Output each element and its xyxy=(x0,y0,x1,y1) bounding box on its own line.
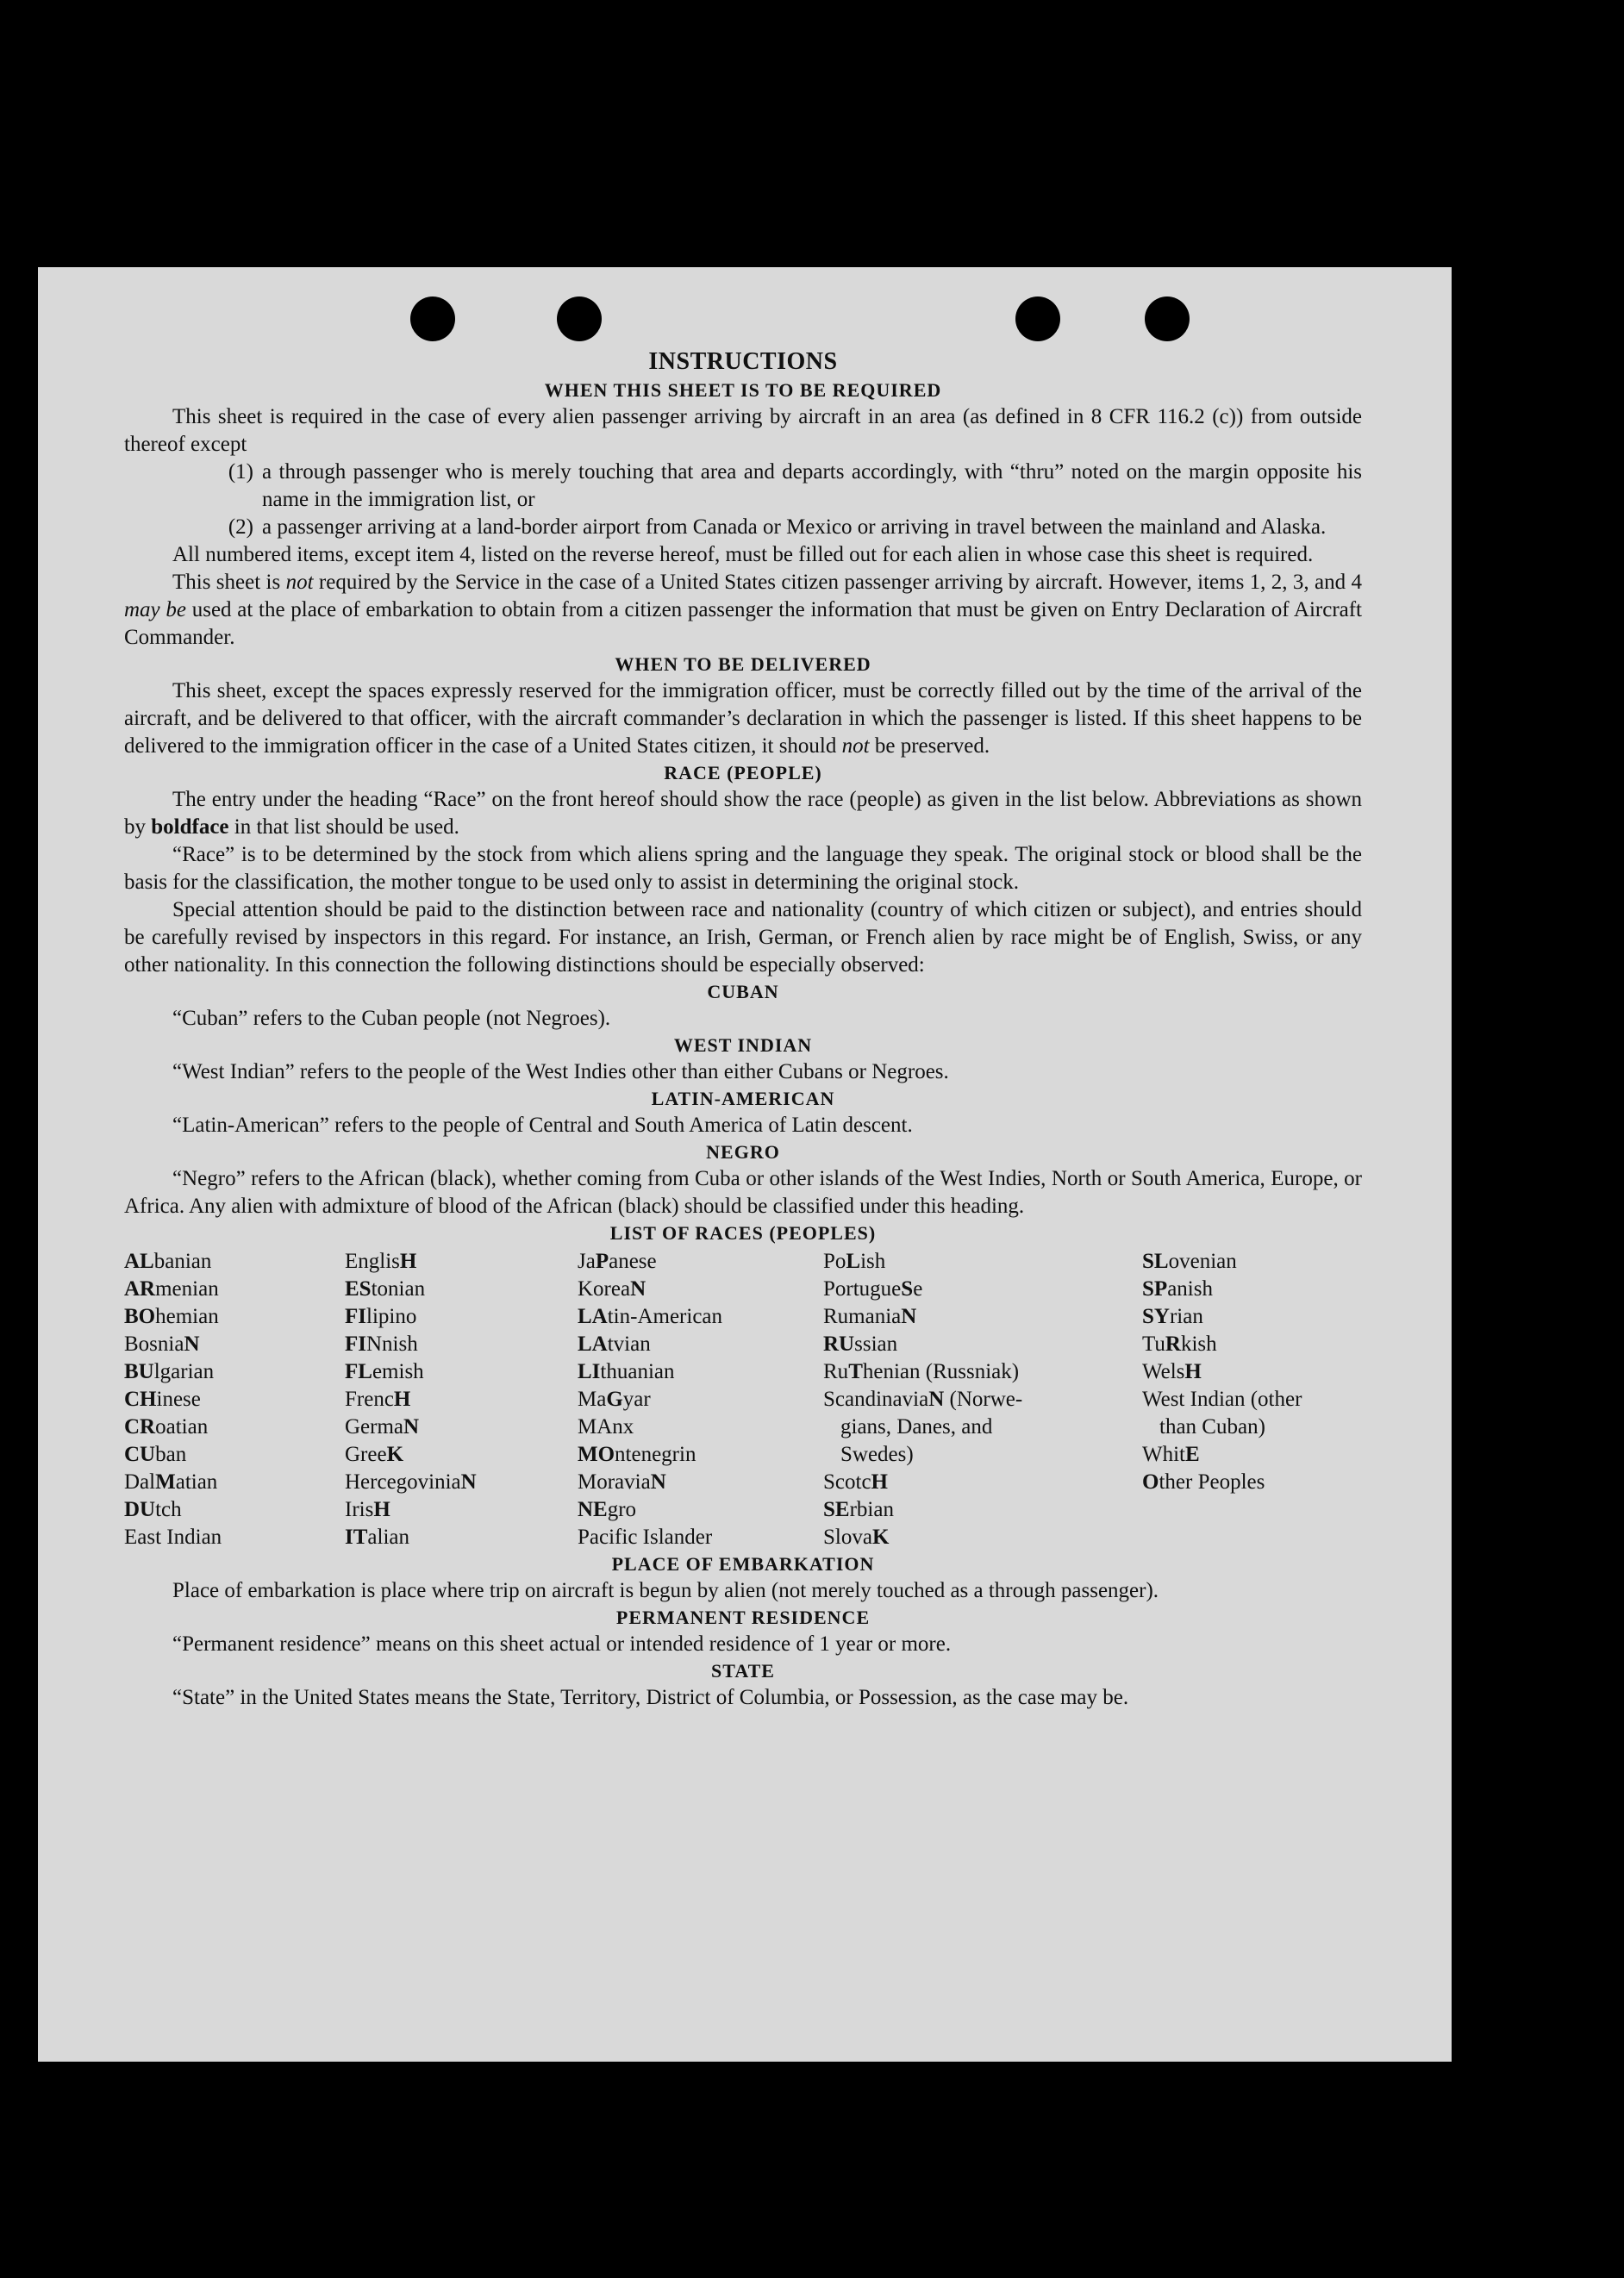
race-entry: WelsH xyxy=(1142,1360,1202,1383)
race-column xyxy=(823,1248,1142,1551)
race-entry: FINnish xyxy=(345,1332,418,1356)
race-entry: KoreaN xyxy=(578,1277,646,1301)
section-heading: WEST INDIAN xyxy=(673,1034,813,1056)
race-entry: LAtin-American xyxy=(578,1305,723,1328)
punch-hole xyxy=(557,296,602,341)
paragraph: This sheet is not required by the Service in the case of a United States citizen passenger arriving by aircraft. However, items 1, 2, 3, and 4 may be used at the place of embarkation to obtain from a citizen passenger the information that must be given on Entry Declaration of Aircraft Commander. xyxy=(124,571,1363,649)
race-column xyxy=(345,1248,578,1551)
race-entry: Pacific Islander xyxy=(578,1526,713,1549)
race-entry: CRoatian xyxy=(124,1415,209,1439)
race-entry: SErbian xyxy=(823,1498,894,1521)
race-entry: RuThenian (Russniak) xyxy=(823,1360,1020,1383)
race-entry: IrisH xyxy=(345,1498,390,1521)
race-entry: SlovaK xyxy=(823,1526,890,1549)
list-item xyxy=(124,514,1362,541)
race-entry: EStonian xyxy=(345,1277,426,1301)
document-sheet xyxy=(38,267,1452,2062)
paragraph: “Cuban” refers to the Cuban people (not Negroes). xyxy=(172,1007,611,1030)
race-entry: ITalian xyxy=(345,1526,409,1549)
paragraph: “Latin-American” refers to the people of Central and South America of Latin descent. xyxy=(172,1114,913,1137)
paragraph: “Negro” refers to the African (black), whether coming from Cuba or other islands of the West Indies, North or South America, Europe, or Africa. Any alien with admixture of blood of the African (black) should be classified under this heading. xyxy=(124,1167,1362,1218)
race-entry: JaPanese xyxy=(578,1250,657,1273)
race-entry: gians, Danes, and xyxy=(840,1415,993,1439)
race-entry: MOntenegrin xyxy=(578,1443,696,1466)
race-entry: HercegoviniaN xyxy=(345,1470,477,1494)
race-entry: BosniaN xyxy=(124,1332,200,1356)
race-entry: than Cuban) xyxy=(1159,1415,1265,1439)
section-heading: STATE xyxy=(711,1660,775,1682)
race-entry: ARmenian xyxy=(124,1277,219,1301)
race-entry: ScotcH xyxy=(823,1470,888,1494)
paragraph: “State” in the United States means the State, Territory, District of Columbia, or Possession, as the case may be. xyxy=(172,1686,1129,1709)
section-heading: PERMANENT RESIDENCE xyxy=(615,1607,871,1628)
race-entry: RUssian xyxy=(823,1332,898,1356)
item-text: a passenger arriving at a land-border airport from Canada or Mexico or arriving in travel between the mainland and Alaska. xyxy=(262,515,1327,539)
section-heading: WHEN THIS SHEET IS TO BE REQUIRED xyxy=(544,379,942,401)
punch-hole xyxy=(1015,296,1060,341)
section-heading: WHEN TO BE DELIVERED xyxy=(615,653,871,675)
paragraph: All numbered items, except item 4, listed on the reverse hereof, must be filled out for each alien in whose case this sheet is required. xyxy=(172,543,1314,566)
race-entry: WhitE xyxy=(1142,1443,1200,1466)
race-entry: ALbanian xyxy=(124,1250,212,1273)
paragraph: This sheet is required in the case of every alien passenger arriving by aircraft in an area (as defined in 8 CFR 116.2 (c)) from outside thereof except xyxy=(124,405,1362,456)
section-heading: NEGRO xyxy=(706,1141,780,1163)
paragraph: “West Indian” refers to the people of the West Indies other than either Cubans or Negroes. xyxy=(172,1060,949,1083)
race-column xyxy=(1142,1248,1362,1551)
race-entry: FLemish xyxy=(345,1360,424,1383)
race-entry: SLovenian xyxy=(1142,1250,1237,1273)
race-entry: SPanish xyxy=(1142,1277,1213,1301)
race-entry: West Indian (other xyxy=(1142,1388,1302,1411)
race-entry: TuRkish xyxy=(1142,1332,1217,1356)
race-entry: Other Peoples xyxy=(1142,1470,1265,1494)
section-heading: PLACE OF EMBARKATION xyxy=(611,1553,875,1575)
race-entry: GreeK xyxy=(345,1443,404,1466)
section-heading: RACE (PEOPLE) xyxy=(664,762,822,783)
race-entry: MAnx xyxy=(578,1415,634,1439)
race-entry: CHinese xyxy=(124,1388,201,1411)
section-heading: LATIN-AMERICAN xyxy=(651,1088,835,1109)
race-entry: DalMatian xyxy=(124,1470,218,1494)
list-item xyxy=(124,459,1362,514)
race-entry: FIlipino xyxy=(345,1305,417,1328)
race-entry: FrencH xyxy=(345,1388,411,1411)
race-entry: NEgro xyxy=(578,1498,637,1521)
section-heading: CUBAN xyxy=(707,981,779,1002)
race-list xyxy=(124,1248,1362,1551)
race-entry: ScandinaviaN (Norwe- xyxy=(823,1388,1023,1411)
race-entry: MaGyar xyxy=(578,1388,651,1411)
section-heading: LIST OF RACES (PEOPLES) xyxy=(609,1222,877,1244)
paragraph: “Permanent residence” means on this sheet actual or intended residence of 1 year or more. xyxy=(172,1632,952,1656)
punch-hole xyxy=(1145,296,1190,341)
paragraph: Place of embarkation is place where trip on aircraft is begun by alien (not merely touched as a through passenger). xyxy=(172,1579,1159,1602)
race-entry: CUban xyxy=(124,1443,187,1466)
paragraph: This sheet, except the spaces expressly reserved for the immigration officer, must be correctly filled out by the time of the arrival of the aircraft, and be delivered to that officer, with the aircraft commander’s declaration in which the passenger is listed. If this sheet happens to be delivered to the immigration officer in the case of a United States citizen, it should not be preserved. xyxy=(124,679,1362,758)
race-entry: DUtch xyxy=(124,1498,182,1521)
item-text: a through passenger who is merely touching that area and departs accordingly, with “thru” noted on the margin opposite his name in the immigration list, or xyxy=(262,460,1362,511)
race-entry: EnglisH xyxy=(345,1250,417,1273)
race-entry: Swedes) xyxy=(840,1443,914,1466)
race-entry: PortugueSe xyxy=(823,1277,923,1301)
paragraph: The entry under the heading “Race” on the front hereof should show the race (people) as given in the list below. Abbreviations as shown by boldface in that list should be used. xyxy=(124,788,1362,839)
race-entry: RumaniaN xyxy=(823,1305,917,1328)
race-entry: BUlgarian xyxy=(124,1360,215,1383)
punch-hole xyxy=(410,296,455,341)
item-number: (1) xyxy=(228,460,253,484)
page-title: INSTRUCTIONS xyxy=(648,348,838,375)
race-entry: LAtvian xyxy=(578,1332,651,1356)
instructions-content xyxy=(124,346,1362,1712)
paragraph: Special attention should be paid to the distinction between race and nationality (country of which citizen or subject), and entries should be carefully revised by inspectors in this regard. For instance, an Irish, German, or French alien by race might be of English, Swiss, or any other nationality. In this connection the following distinctions should be especially observed: xyxy=(124,898,1362,977)
paragraph: “Race” is to be determined by the stock from which aliens spring and the language they speak. The original stock or blood shall be the basis for the classification, the mother tongue to be used only to assist in determining the original stock. xyxy=(124,843,1362,894)
race-entry: LIthuanian xyxy=(578,1360,675,1383)
race-entry: East Indian xyxy=(124,1526,222,1549)
item-number: (2) xyxy=(228,515,253,539)
race-column xyxy=(578,1248,823,1551)
race-entry: SYrian xyxy=(1142,1305,1203,1328)
race-column xyxy=(124,1248,345,1551)
race-entry: MoraviaN xyxy=(578,1470,666,1494)
race-entry: BOhemian xyxy=(124,1305,219,1328)
race-entry: PoLish xyxy=(823,1250,886,1273)
race-entry: GermaN xyxy=(345,1415,420,1439)
